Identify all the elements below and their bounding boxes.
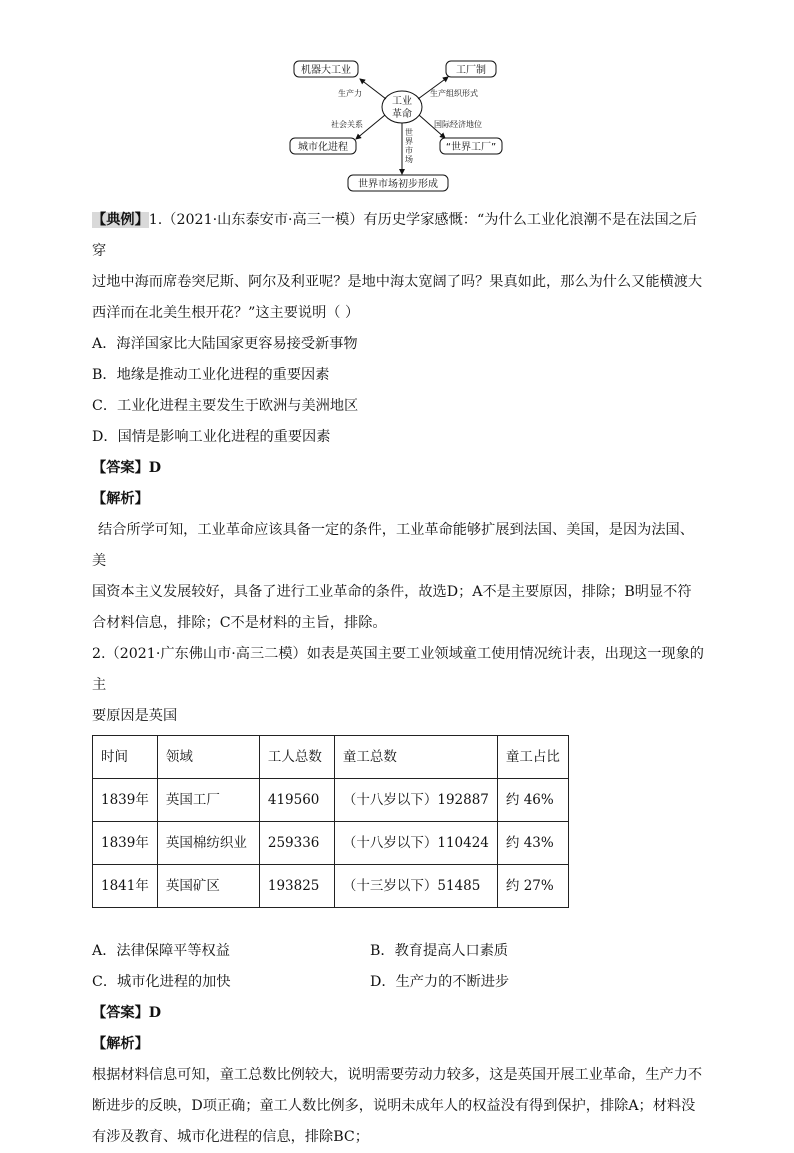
edge-label-top-right: 生产组织形式	[430, 89, 478, 98]
table-cell: （十八岁以下）110424	[334, 822, 497, 865]
table-cell: （十三岁以下）51485	[334, 865, 497, 908]
arrow-top-left	[360, 79, 386, 99]
q2-stem-line-2: 要原因是英国	[92, 708, 178, 724]
table-cell: 约 43%	[497, 822, 568, 865]
node-top-right: 工厂制	[456, 65, 486, 76]
q1-option-c: C．工业化进程主要发生于欧洲与美洲地区	[92, 398, 359, 414]
center-label-1: 工业	[392, 96, 412, 107]
table-cell: 英国工厂	[157, 779, 259, 822]
node-bottom-left: 城市化进程	[298, 142, 348, 153]
table-cell: 259336	[259, 822, 334, 865]
node-bottom-right: “世界工厂”	[445, 142, 497, 153]
table-row	[93, 822, 569, 865]
q1-option-d: D．国情是影响工业化进程的重要因素	[92, 429, 331, 445]
q2-stem-line-1: 2.（2021·广东佛山市·高三二模）如表是英国主要工业领域童工使用情况统计表，出现这一现象的主	[92, 646, 704, 693]
table-header-row	[93, 736, 569, 779]
q2-option-b: B．教育提高人口素质	[370, 943, 509, 959]
q1-option-a: A．海洋国家比大陆国家更容易接受新事物	[92, 336, 358, 352]
table-row	[93, 865, 569, 908]
table-cell: 1839年	[93, 822, 158, 865]
table-header: 工人总数	[259, 736, 334, 779]
q1-analysis-line-2: 国资本主义发展较好，具备了进行工业革命的条件，故选D；A不是主要原因，排除；B明显不符	[92, 584, 692, 600]
q2-option-a: A．法律保障平等权益	[92, 943, 230, 959]
table-header: 童工总数	[334, 736, 497, 779]
table-cell: 193825	[259, 865, 334, 908]
q1-analysis-line-3: 合材料信息，排除；C不是材料的主旨，排除。	[92, 615, 387, 631]
table-cell: 1839年	[93, 779, 158, 822]
q2-option-d: D．生产力的不断进步	[370, 974, 510, 990]
example-tag: 【典例】	[92, 212, 149, 228]
table-header: 童工占比	[497, 736, 568, 779]
q2-analysis-line-1: 根据材料信息可知，童工总数比例较大，说明需要劳动力较多，这是英国开展工业革命，生产力不	[92, 1067, 703, 1083]
q2-analysis-line-3: 有涉及教育、城市化进程的信息，排除BC；	[92, 1129, 369, 1145]
q2-analysis-line-2: 断进步的反映，D项正确；童工人数比例多，说明未成年人的权益没有得到保护，排除A；材料没	[92, 1098, 696, 1114]
q1-option-b: B．地缘是推动工业化进程的重要因素	[92, 367, 330, 383]
q1-analysis-line-1: 结合所学可知，工业革命应该具备一定的条件，工业革命能够扩展到法国、美国，是因为法国、美	[92, 522, 694, 569]
node-bottom: 世界市场初步形成	[358, 179, 438, 190]
table-header: 领域	[157, 736, 259, 779]
q2-option-c: C．城市化进程的加快	[92, 974, 231, 990]
q2-options-row-1	[92, 936, 704, 967]
table-cell: 约 46%	[497, 779, 568, 822]
table-cell: （十八岁以下）192887	[334, 779, 497, 822]
center-label-2: 革命	[392, 109, 412, 120]
child-labor-table	[92, 735, 569, 908]
q1-stem-line-3: 西洋而在北美生根开花？”这主要说明（ ）	[92, 305, 360, 321]
table-cell: 419560	[259, 779, 334, 822]
q1-stem-line-2: 过地中海而席卷突尼斯、阿尔及利亚呢？是地中海太宽阔了吗？果真如此，那么为什么又能横渡大	[92, 274, 703, 290]
edge-label-bottom-left: 社会关系	[331, 120, 363, 129]
q2-analysis-label: 【解析】	[92, 1036, 149, 1052]
q2-options-row-2	[92, 967, 704, 998]
table-header: 时间	[93, 736, 158, 779]
q1-answer: 【答案】D	[92, 460, 162, 476]
node-top-left: 机器大工业	[301, 65, 351, 76]
edge-label-bottom-right: 国际经济地位	[434, 120, 482, 129]
q1-analysis-label: 【解析】	[92, 491, 149, 507]
edge-label-bottom-3: 市	[405, 146, 413, 155]
table-cell: 英国棉纺织业	[157, 822, 259, 865]
document-body	[92, 205, 704, 1153]
concept-diagram	[280, 55, 520, 195]
edge-label-top-left: 生产力	[338, 89, 362, 98]
q1-stem-text-1: 1.（2021·山东泰安市·高三一模）有历史学家感慨：“为什么工业化浪潮不是在法国之后穿	[92, 212, 698, 259]
concept-diagram-svg	[280, 55, 520, 195]
table-cell: 1841年	[93, 865, 158, 908]
edge-label-bottom-4: 场	[405, 155, 413, 164]
edge-label-bottom-2: 界	[405, 137, 413, 146]
q2-answer: 【答案】D	[92, 1005, 162, 1021]
edge-label-bottom-1: 世	[405, 128, 413, 137]
table-cell: 约 27%	[497, 865, 568, 908]
q1-stem-line-1	[92, 205, 704, 267]
table-cell: 英国矿区	[157, 865, 259, 908]
table-row	[93, 779, 569, 822]
